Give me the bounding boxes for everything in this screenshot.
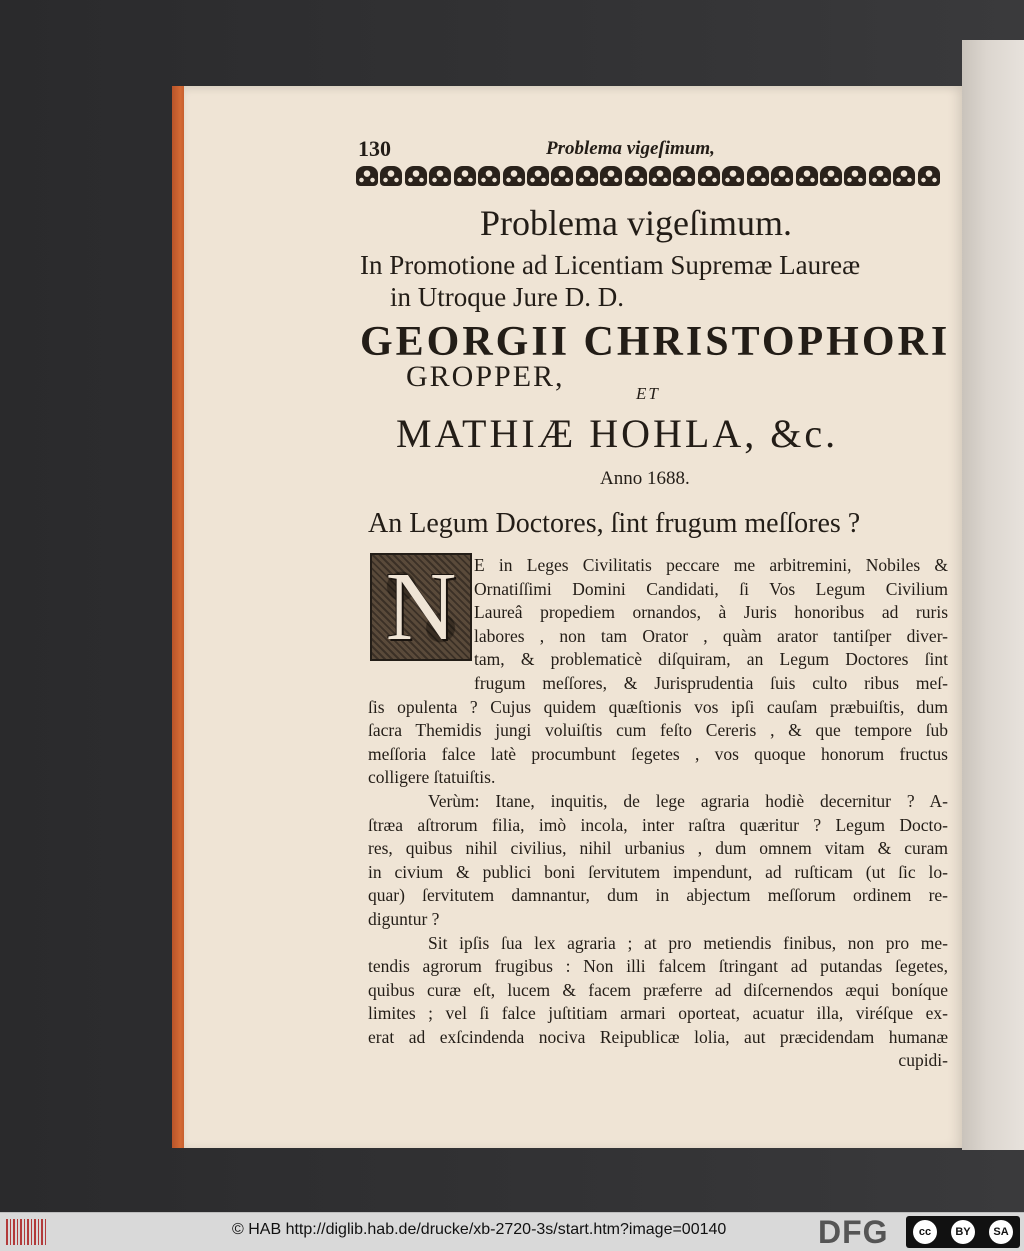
ornament-glyph [429, 166, 451, 186]
footer-credit[interactable]: © HAB http://diglib.hab.de/drucke/xb-2720-3s/start.htm?image=00140 [232, 1221, 727, 1238]
ornament-glyph [356, 166, 378, 186]
year: Anno 1688. [600, 468, 690, 489]
ornament-glyph [551, 166, 573, 186]
subtitle-line-2: in Utroque Jure D. D. [390, 282, 624, 312]
text-line: tam, & problematicè diſquiram, an Legum Doctores ſint [474, 649, 948, 670]
candidate-surname-1: GROPPER, [406, 360, 565, 393]
ornament-glyph [722, 166, 744, 186]
ornament-glyph [600, 166, 622, 186]
text-line: quibus curæ eſt, lucem & facem præferre ad diſcernendos æqui boníque [368, 979, 948, 1000]
text-line: ſis opulenta ? Cujus quidem quæſtionis vos ipſi cauſam præbuiſtis, dum [368, 696, 948, 717]
by-icon: BY [951, 1220, 975, 1244]
page-number: 130 [358, 136, 391, 161]
candidate-name-1: GEORGII CHRISTOPHORI [360, 319, 951, 365]
ornament-glyph [673, 166, 695, 186]
text-line: diguntur ? [368, 908, 440, 929]
body-text [368, 554, 948, 1073]
problem-title: Problema vigeſimum. [480, 203, 792, 243]
running-head [358, 136, 948, 162]
ornament-glyph [893, 166, 915, 186]
subtitle-line-1: In Promotione ad Licentiam Supremæ Laureæ [360, 250, 861, 280]
ornament-glyph [747, 166, 769, 186]
text-line: Laureâ propediem ornandos, à Juris honoribus ad ruris [474, 602, 948, 623]
text-line: Verùm: Itane, inquitis, de lege agraria hodiè decernitur ? A- [428, 790, 948, 811]
running-title: Problema vigeſimum, [546, 138, 715, 159]
ornament-glyph [771, 166, 793, 186]
ornament-glyph [478, 166, 500, 186]
ornament-glyph [844, 166, 866, 186]
text-line: labores , non tam Orator , quàm arator tantiſper diver- [474, 625, 948, 646]
ornament-glyph [698, 166, 720, 186]
text-line: ſtræa aſtrorum filia, imò incola, inter raſtra quæritur ? Legum Docto- [368, 814, 948, 835]
candidate-name-2: MATHIÆ HOHLA, &c. [396, 411, 839, 456]
cc-icon: cc [913, 1220, 937, 1244]
text-line: limites ; vel ſi falce juſtitiam armari oporteat, acuatur illa, viréſque ex- [368, 1003, 948, 1024]
ornament-glyph [576, 166, 598, 186]
dropcap-letter: N [385, 553, 457, 661]
ornament-glyph [454, 166, 476, 186]
ornament-glyph [380, 166, 402, 186]
barcode-icon [6, 1219, 46, 1245]
question-heading: An Legum Doctores, ſint frugum meſſores ? [368, 508, 861, 539]
cc-by-sa-icon[interactable] [906, 1216, 1020, 1248]
ornament-glyph [527, 166, 549, 186]
footer-bar [0, 1212, 1024, 1251]
ornament-glyph [649, 166, 671, 186]
text-line: quar) ſervitutem damnantur, dum in abjectum meſſorum ordinem re- [368, 885, 948, 906]
text-line: frugum meſſores, & Jurisprudentia ſuis culto ribus meſ- [474, 672, 948, 693]
ornament-glyph [869, 166, 891, 186]
ornament-glyph [405, 166, 427, 186]
text-line: tendis agrorum frugibus : Non illi falcem ſtringant ad putandas ſegetes, [368, 956, 948, 977]
facing-page-edge [962, 40, 1024, 1150]
ornament-glyph [918, 166, 940, 186]
conjunction: ET [636, 384, 660, 403]
catchword: cupidi- [898, 1050, 948, 1071]
text-line: in civium & publici boni ſervitutem impendunt, ad ruſticam (ut ſic lo- [368, 861, 948, 882]
ornament-glyph [820, 166, 842, 186]
ornament-band [356, 164, 940, 188]
ornament-glyph [625, 166, 647, 186]
ornament-glyph [503, 166, 525, 186]
text-line: meſſoria falce latè procumbunt ſegetes , vos quoque honorum fructus [368, 743, 948, 764]
text-line: colligere ſtatuiſtis. [368, 767, 496, 788]
sa-icon: SA [989, 1220, 1013, 1244]
ornament-glyph [796, 166, 818, 186]
text-line: res, quibus nihil civilius, nihil urbanius , dum omnem vitam & curam [368, 838, 948, 859]
text-line: E in Leges Civilitatis peccare me arbitremini, Nobiles & [474, 555, 948, 575]
text-line: ſacra Themidis jungi voluiſtis cum feſto Cereris , & que tempore ſub [368, 720, 948, 741]
text-line: Ornatiſſimi Domini Candidati, ſi Vos Legum Civilium [474, 578, 948, 599]
dfg-logo: DFG [818, 1214, 889, 1250]
text-line: erat ad exſcindenda nociva Reipublicæ lolia, aut præcidendam humanæ [368, 1026, 948, 1047]
book-page [184, 86, 962, 1148]
text-line: Sit ipſis ſua lex agraria ; at pro metiendis finibus, non pro me- [428, 932, 948, 953]
